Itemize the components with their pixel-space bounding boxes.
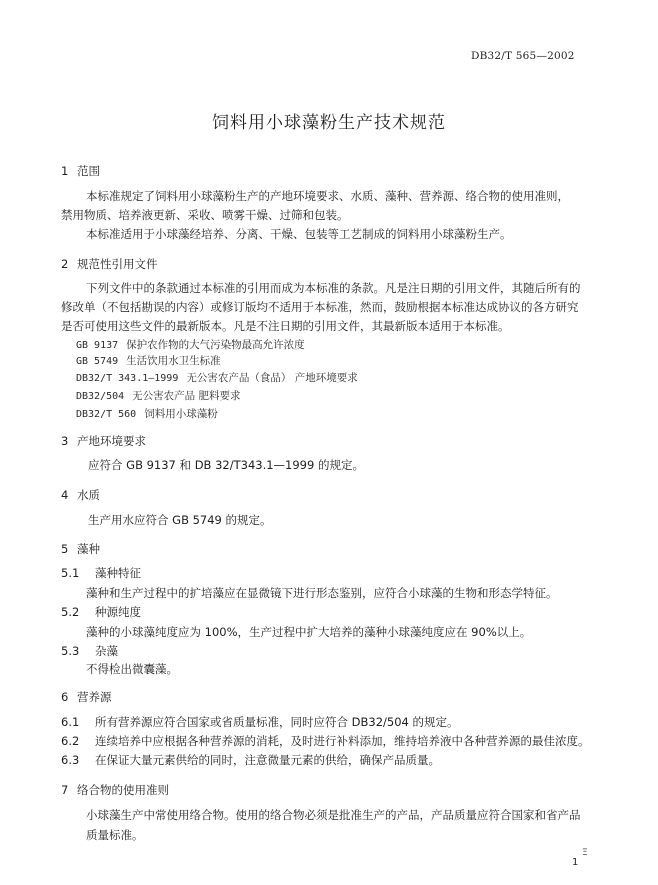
section-7-heading [61,782,169,798]
numbered-item [61,751,440,770]
section-2-paragraph-line: 修改单（不包括勘误的内容）或修订版均不适用于本标准，然而，鼓励根据本标准达成协议的各方研究 [61,300,579,314]
reference-item [76,388,241,403]
subsection-number: 5.2 [61,605,80,619]
numbered-item [61,713,459,732]
section-title: 络合物的使用准则 [77,783,169,797]
section-3-paragraph-line: 应符合 GB 9137 和 DB 32/T343.1—1999 的规定。 [88,458,364,472]
margin-mark: Ξ [582,848,588,858]
item-number: 6.3 [61,753,80,767]
section-1-heading [61,163,100,179]
section-number: 4 [61,488,69,502]
subsection-title: 藻种特征 [95,566,141,580]
document-code: DB32/T 565—2002 [471,50,575,62]
item-text: 所有营养源应符合国家或省质量标准，同时应符合 DB32/504 的规定。 [95,715,459,729]
document-title: 饲料用小球藻粉生产技术规范 [212,113,446,133]
section-4-paragraph-line: 生产用水应符合 GB 5749 的规定。 [88,513,272,527]
item-text: 连续培养中应根据各种营养源的消耗，及时进行补料添加，维持培养液中各种营养源的最佳浓度。 [95,734,590,748]
reference-code: DB32/T 343.1—1999 [76,373,179,384]
section-title: 藻种 [77,542,100,556]
reference-item [76,406,218,421]
subsection-heading [61,643,118,659]
section-2-heading [61,256,158,272]
subsection-text: 藻种和生产过程中的扩培藻应在显微镜下进行形态鉴别，应符合小球藻的生物和形态学特征。 [86,586,558,600]
item-number: 6.2 [61,734,80,748]
reference-item [76,370,358,385]
section-number: 2 [61,257,69,271]
section-number: 1 [61,164,69,178]
section-title: 水质 [77,488,100,502]
subsection-number: 5.1 [61,566,80,580]
section-3-heading [61,433,146,449]
section-2-paragraph-line: 下列文件中的条款通过本标准的引用而成为本标准的条款。凡是注日期的引用文件，其随后所有的 [86,281,581,295]
section-number: 7 [61,783,69,797]
section-title: 范围 [77,164,100,178]
section-4-heading [61,487,100,503]
section-6-heading [61,689,112,705]
section-7-paragraph-line: 小球藻生产中常使用络合物。使用的络合物必须是批准生产的产品，产品质量应符合国家和省产品 [86,808,581,822]
reference-item [76,337,305,352]
subsection-number: 5.3 [61,644,80,658]
page-number: 1 [572,857,579,868]
section-number: 3 [61,434,69,448]
subsection-title: 杂藻 [95,644,118,658]
subsection-heading [61,565,141,581]
reference-code: GB 5749 [76,356,119,367]
section-2-paragraph-line: 是否可使用这些文件的最新版本。凡是不注日期的引用文件，其最新版本适用于本标准。 [61,319,510,333]
section-5-heading [61,541,100,557]
subsection-title: 种源纯度 [95,605,141,619]
section-number: 5 [61,542,69,556]
subsection-heading [61,604,141,620]
reference-code: GB 9137 [76,340,119,351]
section-1-paragraph-line: 禁用物质、培养液更新、采收、喷雾干燥、过筛和包装。 [61,208,349,222]
reference-code: DB32/T 560 [76,409,137,420]
reference-code: DB32/504 [76,391,125,402]
section-1-paragraph-line: 本标准规定了饲料用小球藻粉生产的产地环境要求、水质、藻种、营养源、络合物的使用准则， [86,189,569,203]
subsection-text: 藻种的小球藻纯度应为 100%，生产过程中扩大培养的藻种小球藻纯度应在 90%以上。 [86,625,532,639]
item-text: 在保证大量元素供给的同时，注意微量元素的供给，确保产品质量。 [95,753,440,767]
reference-title: 保护农作物的大气污染物最高允许浓度 [126,339,305,351]
section-title: 产地环境要求 [77,434,146,448]
reference-title: 生活饮用水卫生标准 [126,355,221,367]
reference-title: 饲料用小球藻粉 [144,408,218,420]
section-title: 规范性引用文件 [77,257,158,271]
item-number: 6.1 [61,715,80,729]
reference-title: 无公害农产品 肥料要求 [132,390,241,402]
reference-item [76,353,221,368]
numbered-item [61,732,590,751]
section-1-paragraph-line: 本标准适用于小球藻经培养、分离、干燥、包装等工艺制成的饲料用小球藻粉生产。 [86,227,512,241]
section-number: 6 [61,690,69,704]
reference-title: 无公害农产品（食品） 产地环境要求 [186,372,358,384]
subsection-text: 不得检出微囊藻。 [86,662,178,676]
section-title: 营养源 [77,690,112,704]
section-7-paragraph-line: 质量标准。 [86,828,144,842]
